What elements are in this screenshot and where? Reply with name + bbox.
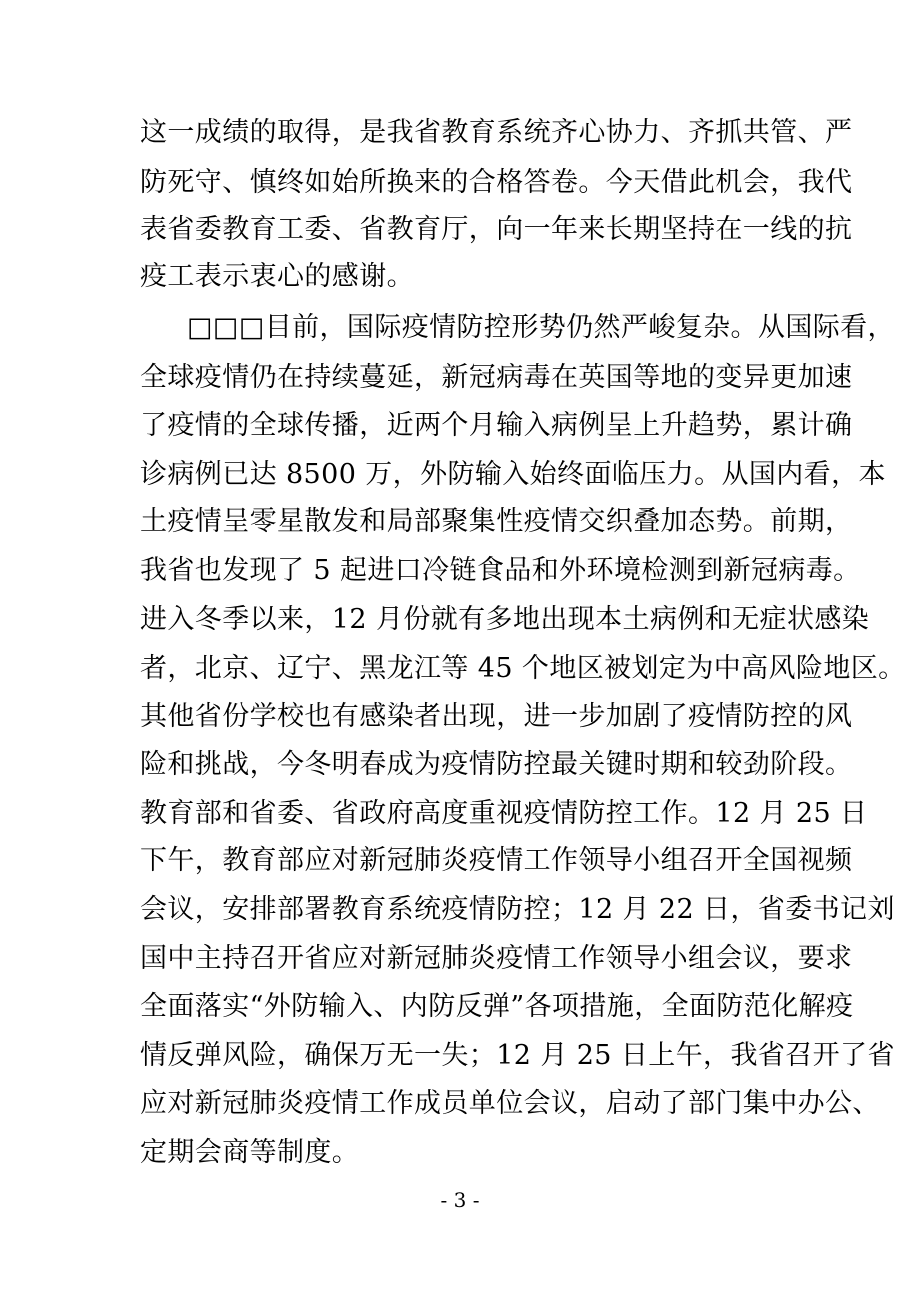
- text-line: 教育部和省委、省政府高度重视疫情防控工作。12 月 25 日: [140, 798, 868, 829]
- text-line: 情反弹风险，确保万无一失；12 月 25 日上午，我省召开了省: [140, 1040, 895, 1071]
- text-line: 全面落实“外防输入、内防反弹”各项措施，全面防范化解疫: [140, 991, 854, 1022]
- text-line: 险和挑战，今冬明春成为疫情防控最关键时期和较劲阶段。: [140, 749, 853, 780]
- text-line: 应对新冠肺炎疫情工作成员单位会议，启动了部门集中办公、: [140, 1088, 880, 1119]
- text-line: 土疫情呈零星散发和局部聚集性疫情交织叠加态势。前期，: [140, 506, 853, 537]
- text-line: 会议，安排部署教育系统疫情防控；12 月 22 日，省委书记刘: [140, 894, 895, 925]
- text-line: 诊病例已达 8500 万，外防输入始终面临压力。从国内看，本: [140, 459, 886, 490]
- text-line: 进入冬季以来，12 月份就有多地出现本土病例和无症状感染: [140, 604, 870, 635]
- text-line: 防死守、慎终如始所换来的合格答卷。今天借此机会，我代: [140, 167, 853, 198]
- text-line: 了疫情的全球传播，近两个月输入病例呈上升趋势，累计确: [140, 410, 853, 441]
- text-line: 其他省份学校也有感染者出现，进一步加剧了疫情防控的风: [140, 701, 853, 732]
- text-line: 国中主持召开省应对新冠肺炎疫情工作领导小组会议，要求: [140, 943, 853, 974]
- text-line: 者，北京、辽宁、黑龙江等 45 个地区被划定为中高风险地区。: [140, 653, 906, 684]
- text-line: 表省委教育工委、省教育厅，向一年来长期坚持在一线的抗: [140, 214, 853, 245]
- text-line: 这一成绩的取得，是我省教育系统齐心协力、齐抓共管、严: [140, 117, 853, 148]
- text-line: □□□目前，国际疫情防控形势仍然严峻复杂。从国际看，: [187, 312, 895, 343]
- page-number: - 3 -: [440, 1188, 480, 1212]
- text-line: 我省也发现了 5 起进口冷链食品和外环境检测到新冠病毒。: [140, 555, 861, 586]
- text-line: 定期会商等制度。: [140, 1137, 360, 1168]
- text-line: 疫工表示衷心的感谢。: [140, 261, 414, 292]
- text-line: 全球疫情仍在持续蔓延，新冠病毒在英国等地的变异更加速: [140, 362, 853, 393]
- text-line: 下午，教育部应对新冠肺炎疫情工作领导小组召开全国视频: [140, 845, 853, 876]
